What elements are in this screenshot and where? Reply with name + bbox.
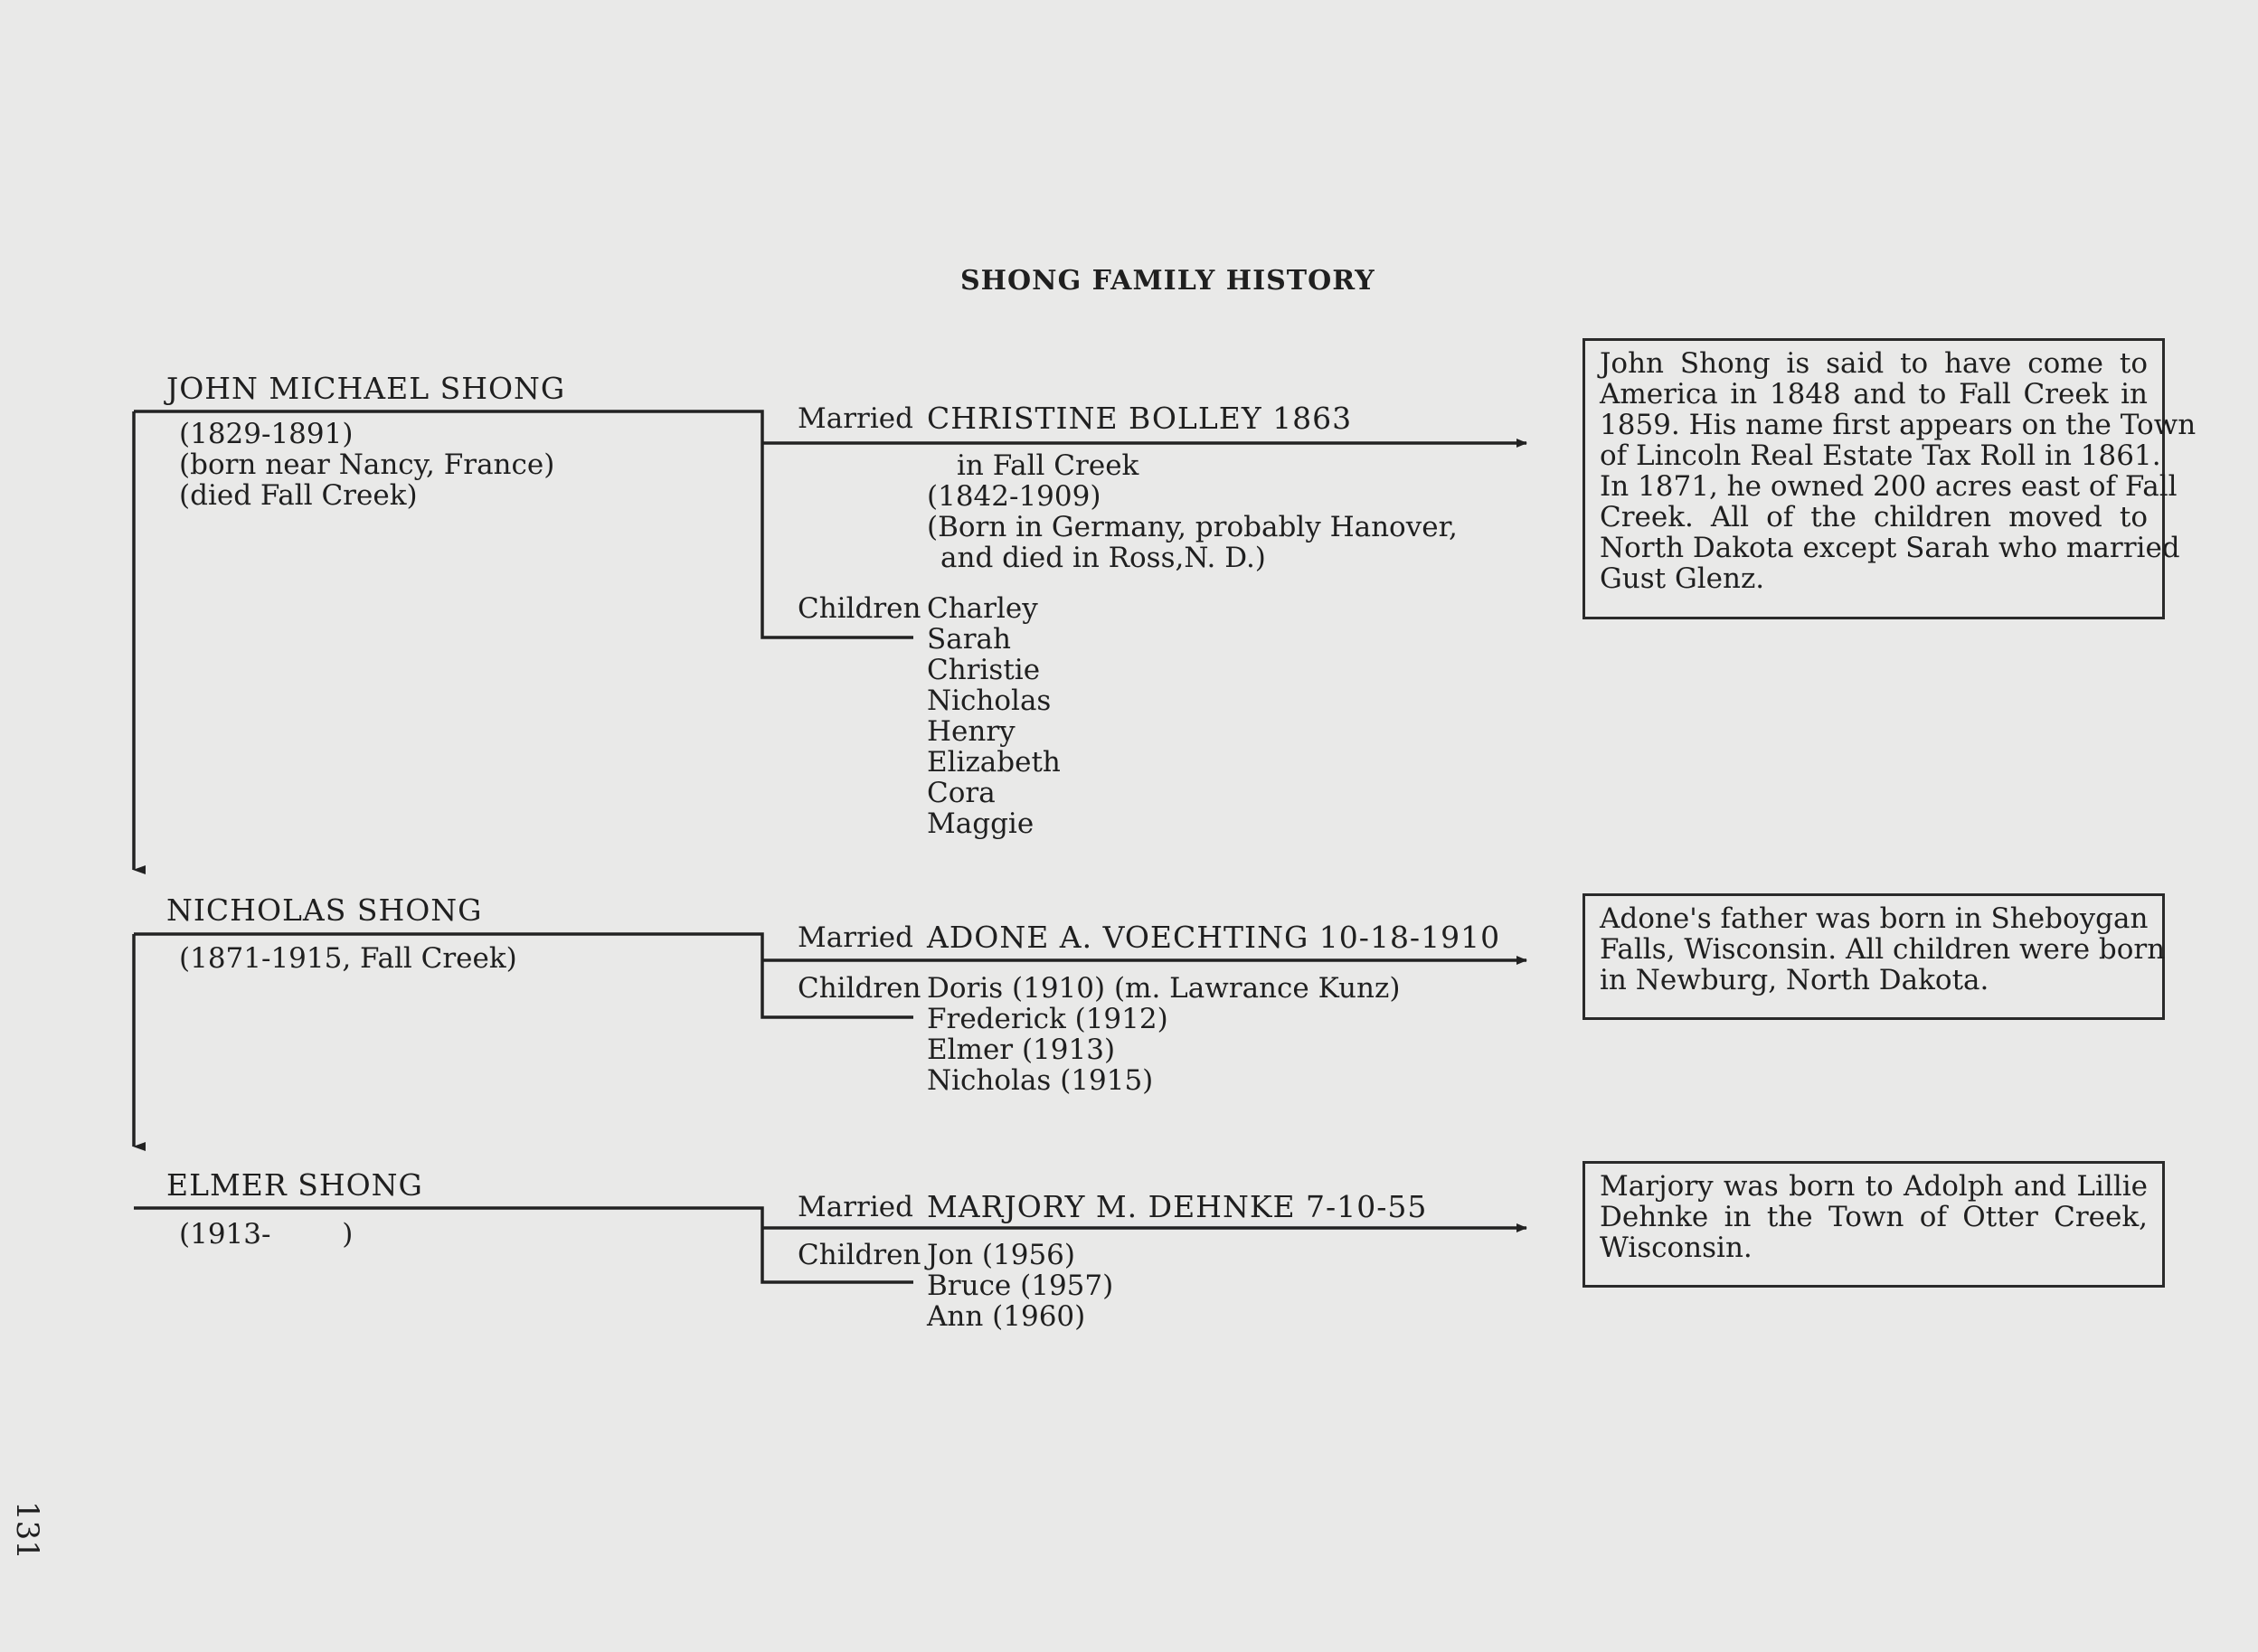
- gen1-child: Henry: [927, 715, 1016, 748]
- gen2-children-list: [927, 973, 1400, 1096]
- gen3-spouse-name: MARJORY M. DEHNKE 7-10-55: [927, 1189, 1428, 1224]
- gen1-child: Sarah: [927, 623, 1011, 656]
- gen1-note-line: 1859. His name first appears on the Town: [1600, 409, 2197, 441]
- gen1-spouse-detail: in Fall Creek: [957, 449, 1139, 482]
- gen3-details: [179, 1219, 353, 1250]
- gen1-children-list: [927, 593, 1061, 839]
- gen3-child: Jon (1956): [927, 1239, 1075, 1271]
- gen1-spouse-name: CHRISTINE BOLLEY 1863: [927, 401, 1353, 436]
- gen3-note-line: Dehnke in the Town of Otter Creek,: [1600, 1201, 2148, 1233]
- gen1-note-line: Gust Glenz.: [1600, 562, 1765, 595]
- gen1-note-line: North Dakota except Sarah who married: [1600, 532, 2180, 564]
- gen3-name: ELMER SHONG: [166, 1167, 423, 1203]
- gen2-note-line: Adone's father was born in Sheboygan: [1600, 902, 2149, 935]
- gen3-note-line: Wisconsin.: [1600, 1232, 1753, 1264]
- gen1-spouse-detail: and died in Ross,N. D.): [940, 542, 1266, 574]
- gen3-note-line: Marjory was born to Adolph and Lillie: [1600, 1170, 2148, 1203]
- gen3-child: Bruce (1957): [927, 1270, 1114, 1302]
- gen2-children-label: Children: [798, 972, 921, 1005]
- gen2-child: Elmer (1913): [927, 1034, 1116, 1066]
- gen2-note-line: Falls, Wisconsin. All children were born: [1600, 933, 2166, 966]
- gen2-spouse-name: ADONE A. VOECHTING 10-18-1910: [927, 920, 1501, 955]
- gen2-detail: (1871-1915, Fall Creek): [179, 942, 517, 975]
- gen1-name: JOHN MICHAEL SHONG: [166, 371, 566, 406]
- gen1-detail: (1829-1891): [179, 418, 354, 450]
- page-title: SHONG FAMILY HISTORY: [960, 265, 1375, 297]
- gen1-children-label: Children: [798, 592, 921, 625]
- gen1-child: Elizabeth: [927, 746, 1061, 779]
- gen1-note-line: of Lincoln Real Estate Tax Roll in 1861.: [1600, 439, 2161, 472]
- gen2-child: Doris (1910) (m. Lawrance Kunz): [927, 972, 1401, 1005]
- gen3-children-label: Children: [798, 1239, 921, 1271]
- gen1-note-line: In 1871, he owned 200 acres east of Fall: [1600, 470, 2178, 503]
- gen1-child: Maggie: [927, 807, 1035, 840]
- gen3-child: Ann (1960): [927, 1300, 1086, 1333]
- gen1-note-line: Creek. All of the children moved to: [1600, 501, 2148, 533]
- gen1-note-box: [1582, 338, 2197, 619]
- page-number: 131: [9, 1501, 45, 1560]
- gen2-child: Nicholas (1915): [927, 1064, 1154, 1097]
- gen2-married-label: Married: [798, 921, 913, 954]
- gen1-married-label: Married: [798, 402, 913, 435]
- gen2-note-line: in Newburg, North Dakota.: [1600, 964, 1989, 996]
- gen1-detail: (born near Nancy, France): [179, 448, 555, 481]
- gen1-spouse-detail: (Born in Germany, probably Hanover,: [927, 511, 1458, 543]
- gen3-children-list: [927, 1240, 1113, 1332]
- gen1-child: Charley: [927, 592, 1038, 625]
- gen2-note-box: [1582, 893, 2165, 1020]
- gen1-child: Christie: [927, 654, 1041, 686]
- gen3-married-label: Married: [798, 1191, 913, 1223]
- gen3-detail: (1913- ): [179, 1218, 354, 1251]
- gen2-name: NICHOLAS SHONG: [166, 892, 483, 928]
- gen1-details: [179, 419, 554, 511]
- gen2-child: Frederick (1912): [927, 1003, 1168, 1035]
- gen1-spouse-detail: (1842-1909): [927, 480, 1101, 513]
- gen1-note-line: John Shong is said to have come to: [1600, 347, 2148, 380]
- gen1-note-line: America in 1848 and to Fall Creek in: [1600, 378, 2148, 411]
- gen1-child: Cora: [927, 777, 996, 809]
- gen3-note-box: [1582, 1161, 2165, 1288]
- gen2-details: [179, 943, 517, 974]
- gen1-child: Nicholas: [927, 684, 1052, 717]
- gen1-spouse-details: [927, 450, 1458, 573]
- gen1-detail: (died Fall Creek): [179, 479, 418, 512]
